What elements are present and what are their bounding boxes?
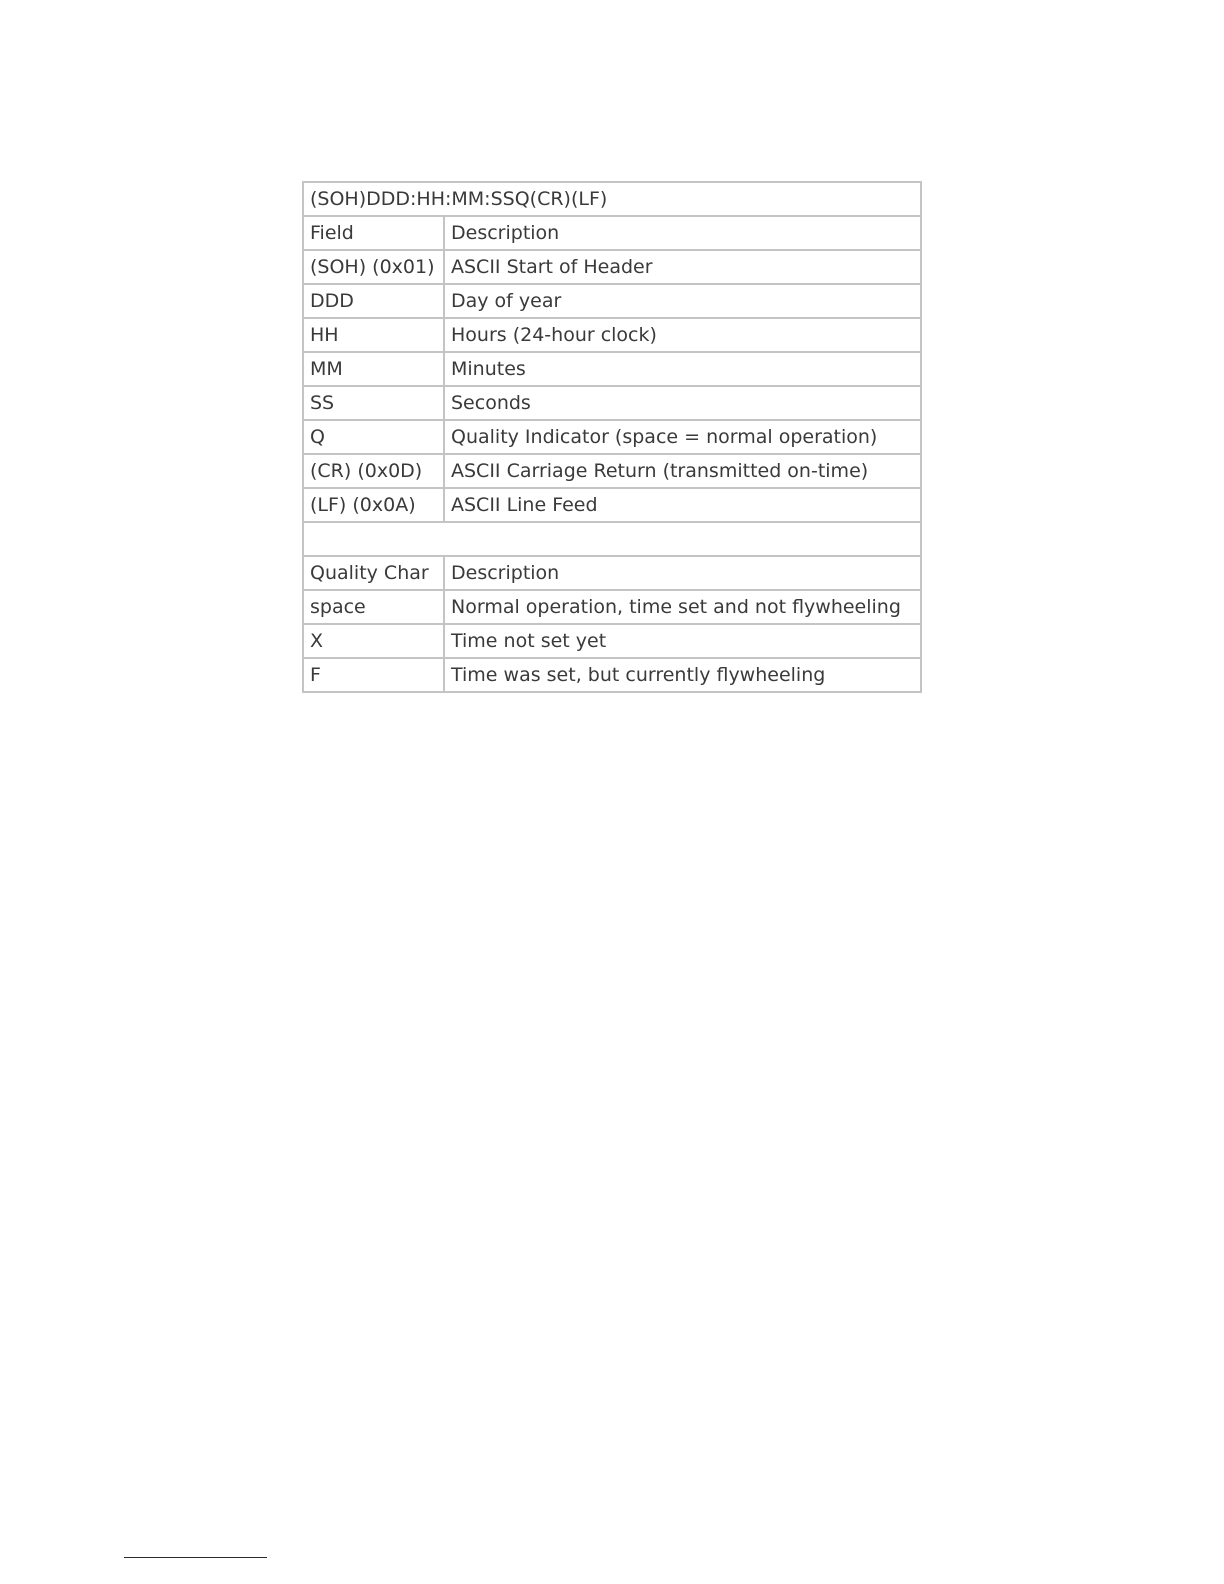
quality-char-cell: X <box>303 624 444 658</box>
time-code-format-table <box>302 181 922 693</box>
field-cell: (SOH) (0x01) <box>303 250 444 284</box>
table-row <box>303 250 921 284</box>
quality-char-cell: space <box>303 590 444 624</box>
field-cell: (CR) (0x0D) <box>303 454 444 488</box>
table-row <box>303 454 921 488</box>
description-cell: ASCII Start of Header <box>444 250 921 284</box>
description-cell: ASCII Line Feed <box>444 488 921 522</box>
header-cell-quality-char: Quality Char <box>303 556 444 590</box>
field-cell: DDD <box>303 284 444 318</box>
field-cell: HH <box>303 318 444 352</box>
description-cell: Time not set yet <box>444 624 921 658</box>
empty-cell <box>303 522 921 556</box>
description-cell: Day of year <box>444 284 921 318</box>
fields-header-row <box>303 216 921 250</box>
field-cell: SS <box>303 386 444 420</box>
field-cell: MM <box>303 352 444 386</box>
description-cell: Hours (24-hour clock) <box>444 318 921 352</box>
format-line-row <box>303 182 921 216</box>
header-cell-description: Description <box>444 216 921 250</box>
table-row <box>303 420 921 454</box>
header-cell-field: Field <box>303 216 444 250</box>
description-cell: Normal operation, time set and not flywheeling <box>444 590 921 624</box>
footnote-separator-line <box>124 1557 267 1558</box>
field-cell: Q <box>303 420 444 454</box>
description-cell: Time was set, but currently flywheeling <box>444 658 921 692</box>
description-cell: ASCII Carriage Return (transmitted on-time) <box>444 454 921 488</box>
header-cell-description: Description <box>444 556 921 590</box>
table-row <box>303 318 921 352</box>
table-row <box>303 284 921 318</box>
empty-separator-row <box>303 522 921 556</box>
quality-header-row <box>303 556 921 590</box>
table-row <box>303 658 921 692</box>
table-row <box>303 590 921 624</box>
description-cell: Seconds <box>444 386 921 420</box>
description-cell: Minutes <box>444 352 921 386</box>
table-row <box>303 352 921 386</box>
description-cell: Quality Indicator (space = normal operation) <box>444 420 921 454</box>
table-row <box>303 624 921 658</box>
field-cell: (LF) (0x0A) <box>303 488 444 522</box>
quality-char-cell: F <box>303 658 444 692</box>
format-line-cell: (SOH)DDD:HH:MM:SSQ(CR)(LF) <box>303 182 921 216</box>
table-row <box>303 386 921 420</box>
table-row <box>303 488 921 522</box>
